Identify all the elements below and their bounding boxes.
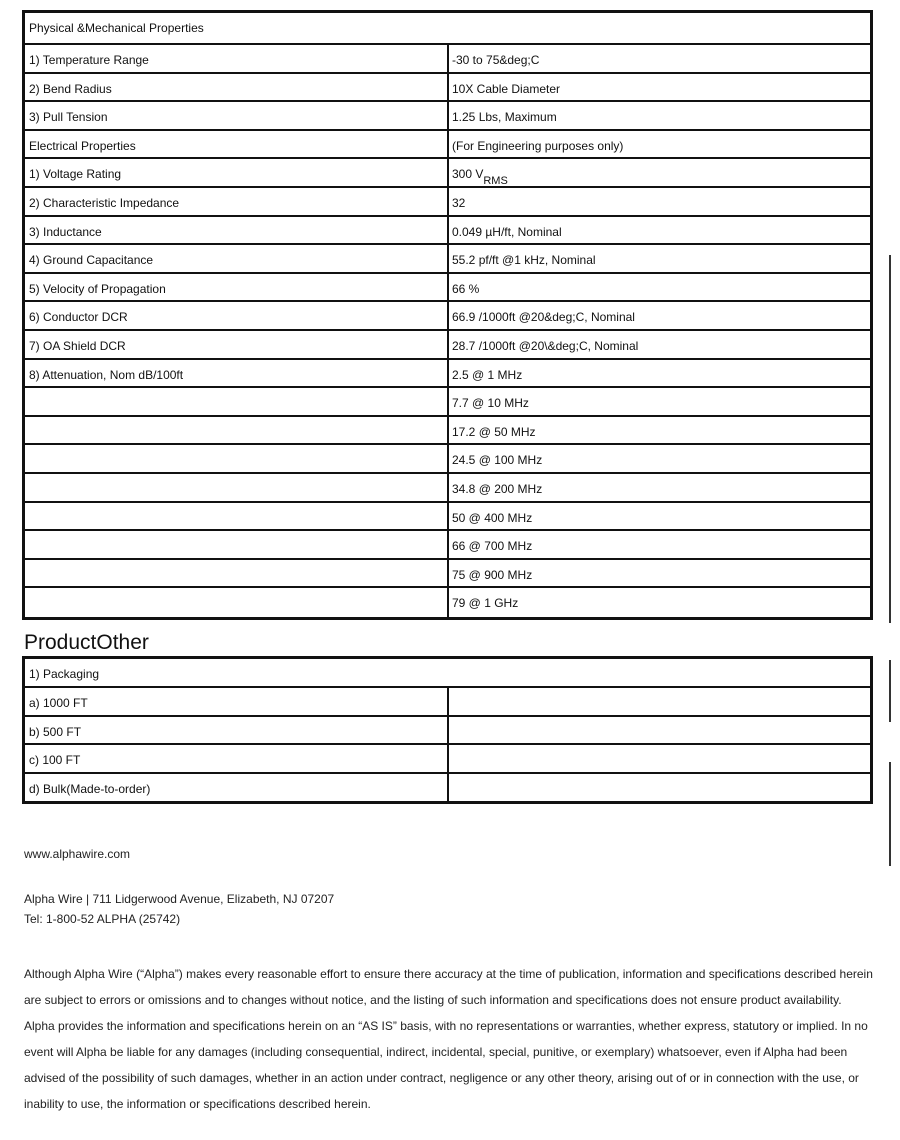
property-value-cell: [449, 688, 870, 715]
property-value-cell: [449, 417, 870, 444]
property-value: 34.8 @ 200 MHz: [452, 481, 543, 496]
property-value: 66 %: [452, 281, 480, 296]
property-value-cell: [449, 74, 870, 101]
property-value-cell: [449, 131, 870, 158]
property-value: 66.9 /1000ft @20&deg;C, Nominal: [452, 310, 635, 325]
property-value: 0.049 µH/ft, Nominal: [452, 224, 562, 239]
section-header-cell: 1) Packaging: [29, 667, 100, 681]
property-value: 55.2 pf/ft @1 kHz, Nominal: [452, 253, 596, 268]
table-row: [25, 45, 870, 74]
table-row: [25, 388, 870, 417]
property-label-cell: c) 100 FT: [25, 745, 449, 772]
property-label-cell: 1) Temperature Range: [25, 45, 449, 72]
property-value-cell: [449, 474, 870, 501]
table-row: [25, 774, 870, 803]
property-label-cell: [25, 560, 449, 587]
property-value: 24.5 @ 100 MHz: [452, 453, 543, 468]
property-value: 300 V: [452, 167, 484, 182]
section-heading-product-other: ProductOther: [24, 631, 149, 654]
property-value: 28.7 /1000ft @20\&deg;C, Nominal: [452, 338, 639, 353]
property-value-cell: [449, 445, 870, 472]
property-value-cell: [449, 274, 870, 301]
table-row: [25, 360, 870, 389]
disclaimer-paragraph: Although Alpha Wire (“Alpha”) makes every reasonable effort to ensure there accuracy at the time of publication, information and specifications described herein are subject to errors or omissions and to changes without notice, and the listing of such information and specifications does not ensure product availability.: [24, 967, 873, 1007]
disclaimer: [24, 961, 874, 1117]
property-label-cell: 2) Characteristic Impedance: [25, 188, 449, 215]
property-value: 32: [452, 195, 466, 210]
property-label-cell: Electrical Properties: [25, 131, 449, 158]
packaging-table: [22, 656, 873, 804]
table-row: [25, 331, 870, 360]
property-value-cell: [449, 388, 870, 415]
table-row: [25, 717, 870, 746]
company-address: Alpha Wire | 711 Lidgerwood Avenue, Elizabeth, NJ 07207: [24, 892, 335, 906]
property-value: -30 to 75&deg;C: [452, 53, 540, 67]
property-label-cell: b) 500 FT: [25, 717, 449, 744]
table-row: [25, 102, 870, 131]
property-value-cell: [449, 331, 870, 358]
property-value: 66 @ 700 MHz: [452, 539, 533, 554]
specs-table: [22, 10, 873, 620]
website-link[interactable]: www.alphawire.com: [24, 847, 131, 861]
property-value-cell: [449, 588, 870, 617]
property-value-cell: [449, 159, 870, 186]
property-label-cell: [25, 474, 449, 501]
property-value-cell: [449, 774, 870, 803]
property-label-cell: 6) Conductor DCR: [25, 302, 449, 329]
property-label-cell: [25, 417, 449, 444]
property-label-cell: 4) Ground Capacitance: [25, 245, 449, 272]
table-row: [25, 560, 870, 589]
table-row: [25, 417, 870, 446]
property-value-cell: [449, 188, 870, 215]
table-row: [25, 503, 870, 532]
property-label-cell: [25, 531, 449, 558]
company-phone: Tel: 1-800-52 ALPHA (25742): [24, 912, 181, 926]
property-value: 7.7 @ 10 MHz: [452, 396, 529, 411]
property-label-cell: [25, 503, 449, 530]
property-value: 79 @ 1 GHz: [452, 596, 519, 611]
table-row: [25, 188, 870, 217]
property-value-cell: [449, 745, 870, 772]
property-value: 75 @ 900 MHz: [452, 567, 533, 582]
property-value: 50 @ 400 MHz: [452, 510, 533, 525]
property-value: 17.2 @ 50 MHz: [452, 424, 536, 439]
table-row: [25, 245, 870, 274]
table-row: [25, 688, 870, 717]
property-value-cell: [449, 503, 870, 530]
table-row: [25, 659, 870, 688]
property-value: (For Engineering purposes only): [452, 138, 624, 153]
table-row: [25, 13, 870, 45]
table-row: [25, 159, 870, 188]
table-row: [25, 588, 870, 617]
property-value-cell: [449, 102, 870, 129]
table-row: [25, 274, 870, 303]
table-row: [25, 745, 870, 774]
property-value-cell: [449, 245, 870, 272]
property-value: 2.5 @ 1 MHz: [452, 367, 523, 382]
property-value-cell: [449, 217, 870, 244]
page-edge-marker: [889, 660, 891, 722]
table-row: [25, 302, 870, 331]
unit-subscript: RMS: [483, 175, 508, 186]
property-label-cell: 8) Attenuation, Nom dB/100ft: [25, 360, 449, 387]
property-label-cell: 3) Pull Tension: [25, 102, 449, 129]
property-label-cell: d) Bulk(Made-to-order): [25, 774, 449, 803]
disclaimer-paragraph: Alpha provides the information and specifications herein on an “AS IS” basis, with no representations or warranties, whether express, statutory or implied. In no event will Alpha be liable for any damages (including consequential, indirect, incidental, special, punitive, or exemplary) whatsoever, even if Alpha had been advised of the possibility of such damages, whether in an action under contract, negligence or any other theory, arising out of or in connection with the use, or inability to use, the information or specifications described herein.: [24, 1019, 868, 1111]
property-value-cell: [449, 560, 870, 587]
table-row: [25, 217, 870, 246]
property-value: 10X Cable Diameter: [452, 81, 561, 96]
property-label-cell: 1) Voltage Rating: [25, 159, 449, 186]
property-value-cell: [449, 360, 870, 387]
property-value-cell: [449, 717, 870, 744]
page-edge-marker: [889, 762, 891, 866]
section-header-cell: Physical &Mechanical Properties: [29, 21, 204, 35]
property-label-cell: 3) Inductance: [25, 217, 449, 244]
table-row: [25, 531, 870, 560]
table-row: [25, 474, 870, 503]
property-value-cell: [449, 45, 870, 72]
property-label-cell: 2) Bend Radius: [25, 74, 449, 101]
page-edge-marker: [889, 255, 891, 623]
table-row: [25, 131, 870, 160]
property-label-cell: [25, 588, 449, 617]
table-row: [25, 74, 870, 103]
property-label-cell: 5) Velocity of Propagation: [25, 274, 449, 301]
property-value-cell: [449, 302, 870, 329]
property-label-cell: 7) OA Shield DCR: [25, 331, 449, 358]
property-value: 1.25 Lbs, Maximum: [452, 110, 557, 125]
table-row: [25, 445, 870, 474]
property-value-cell: [449, 531, 870, 558]
property-label-cell: [25, 388, 449, 415]
property-label-cell: [25, 445, 449, 472]
property-label-cell: a) 1000 FT: [25, 688, 449, 715]
